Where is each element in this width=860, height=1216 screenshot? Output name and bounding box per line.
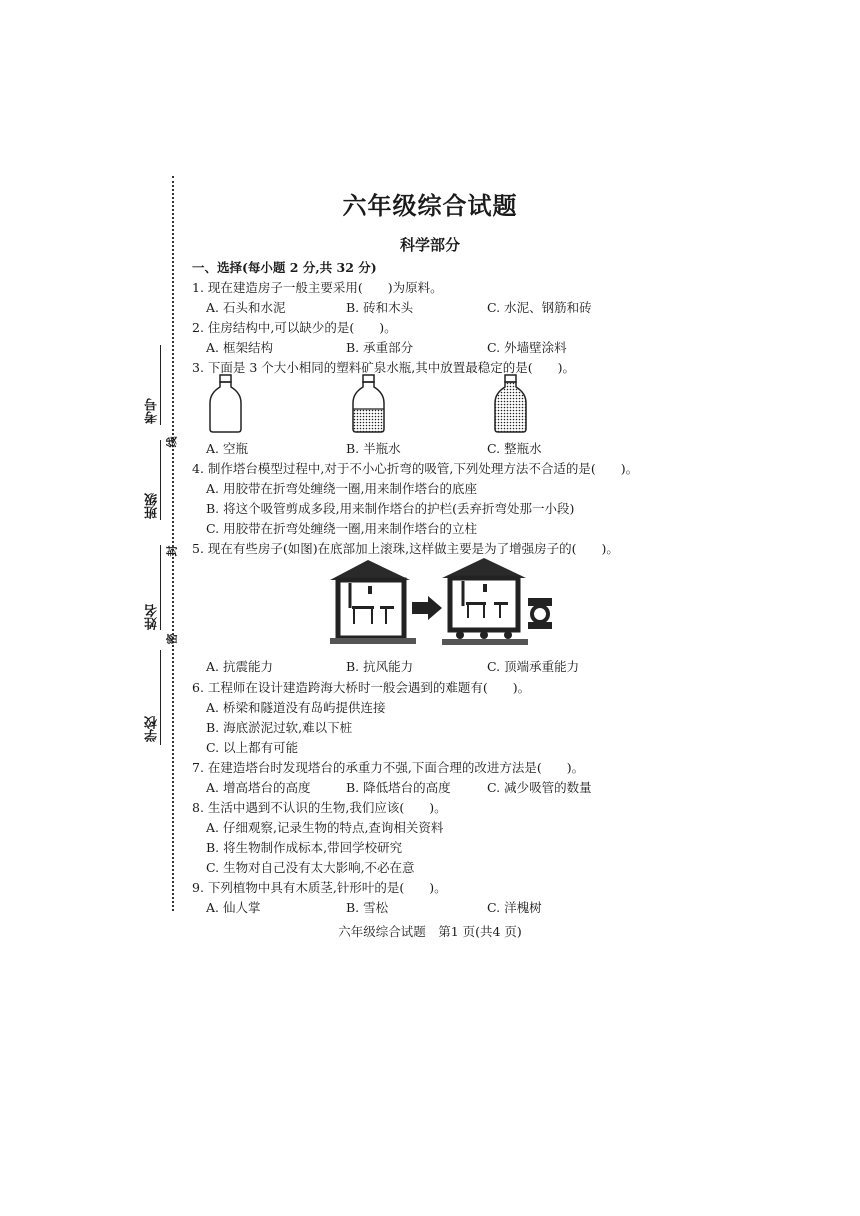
- cut-mark-line: 线: [165, 436, 179, 448]
- cut-mark-seal: 封: [165, 545, 179, 557]
- q7-option-b: B. 降低塔台的高度: [346, 780, 451, 795]
- q5-option-b: B. 抗风能力: [346, 659, 414, 674]
- q2-option-c: C. 外墙壁涂料: [487, 340, 567, 355]
- half-bottle-icon: [353, 375, 384, 432]
- question-2-stem: 2. 住房结构中,可以缺少的是( )。: [192, 320, 397, 335]
- part-title: 科学部分: [399, 236, 460, 254]
- school-blank: [160, 650, 161, 745]
- q7-option-a: A. 增高塔台的高度: [206, 780, 311, 795]
- q6-option-c: C. 以上都有可能: [206, 740, 299, 755]
- label-class: 班级: [145, 493, 160, 519]
- q8-option-b: B. 将生物制作成标本,带回学校研究: [206, 840, 403, 855]
- q1-option-b: B. 砖和木头: [346, 300, 414, 315]
- q5-option-c: C. 顶端承重能力: [487, 659, 580, 674]
- q9-option-a: A. 仙人掌: [206, 900, 261, 915]
- question-7-stem: 7. 在建造塔台时发现塔台的承重力不强,下面合理的改进方法是( )。: [192, 760, 585, 775]
- name-blank: [160, 545, 161, 630]
- q3-option-a: A. 空瓶: [206, 441, 248, 456]
- full-bottle-icon: [495, 375, 526, 432]
- q4-option-a: A. 用胶带在折弯处缠绕一圈,用来制作塔台的底座: [206, 481, 477, 496]
- q8-option-a: A. 仔细观察,记录生物的特点,查询相关资料: [206, 820, 444, 835]
- houses-figure: [330, 558, 560, 646]
- label-exam-number: 考号: [145, 398, 160, 424]
- q1-option-a: A. 石头和水泥: [206, 300, 286, 315]
- q5-option-a: A. 抗震能力: [206, 659, 273, 674]
- label-name: 姓名: [145, 604, 160, 630]
- q9-option-c: C. 洋槐树: [487, 900, 542, 915]
- exam-title: 六年级综合试题: [342, 191, 518, 220]
- q3-option-b: B. 半瓶水: [346, 441, 401, 456]
- question-9-stem: 9. 下列植物中具有木质茎,针形叶的是( )。: [192, 880, 447, 895]
- cut-mark-secret: 密: [165, 633, 179, 645]
- question-1-stem: 1. 现在建造房子一般主要采用( )为原料。: [192, 280, 443, 295]
- house-with-rollers-icon: [442, 558, 528, 645]
- bottles-figure: [200, 373, 580, 435]
- label-school: 学校: [145, 716, 160, 742]
- binding-dotted-line: [172, 176, 174, 911]
- q8-option-c: C. 生物对自己没有太大影响,不必在意: [206, 860, 415, 875]
- page-footer: 六年级综合试题 第1 页(共4 页): [338, 924, 522, 939]
- q4-option-c: C. 用胶带在折弯处缠绕一圈,用来制作塔台的立柱: [206, 521, 478, 536]
- empty-bottle-icon: [210, 375, 241, 432]
- q1-option-c: C. 水泥、钢筋和砖: [487, 300, 592, 315]
- q6-option-b: B. 海底淤泥过软,难以下桩: [206, 720, 353, 735]
- q3-option-c: C. 整瓶水: [487, 441, 542, 456]
- class-blank: [160, 440, 161, 520]
- q7-option-c: C. 减少吸管的数量: [487, 780, 592, 795]
- exam-number-blank: [160, 345, 161, 425]
- question-4-stem: 4. 制作塔台模型过程中,对于不小心折弯的吸管,下列处理方法不合适的是( )。: [192, 461, 639, 476]
- question-3-stem: 3. 下面是 3 个大小相同的塑料矿泉水瓶,其中放置最稳定的是( )。: [192, 360, 576, 375]
- section-heading: 一、选择(每小题 2 分,共 32 分): [192, 260, 377, 275]
- question-5-stem: 5. 现在有些房子(如图)在底部加上滚珠,这样做主要是为了增强房子的( )。: [192, 541, 619, 556]
- q4-option-b: B. 将这个吸管剪成多段,用来制作塔台的护栏(丢弃折弯处那一小段): [206, 501, 575, 516]
- question-6-stem: 6. 工程师在设计建造跨海大桥时一般会遇到的难题有( )。: [192, 680, 531, 695]
- question-8-stem: 8. 生活中遇到不认识的生物,我们应该( )。: [192, 800, 447, 815]
- house-icon: [330, 560, 416, 644]
- q2-option-a: A. 框架结构: [206, 340, 273, 355]
- q6-option-a: A. 桥梁和隧道没有岛屿提供连接: [206, 700, 386, 715]
- q9-option-b: B. 雪松: [346, 900, 389, 915]
- roller-detail-icon: [528, 598, 552, 629]
- arrow-right-icon: [412, 596, 442, 620]
- q2-option-b: B. 承重部分: [346, 340, 414, 355]
